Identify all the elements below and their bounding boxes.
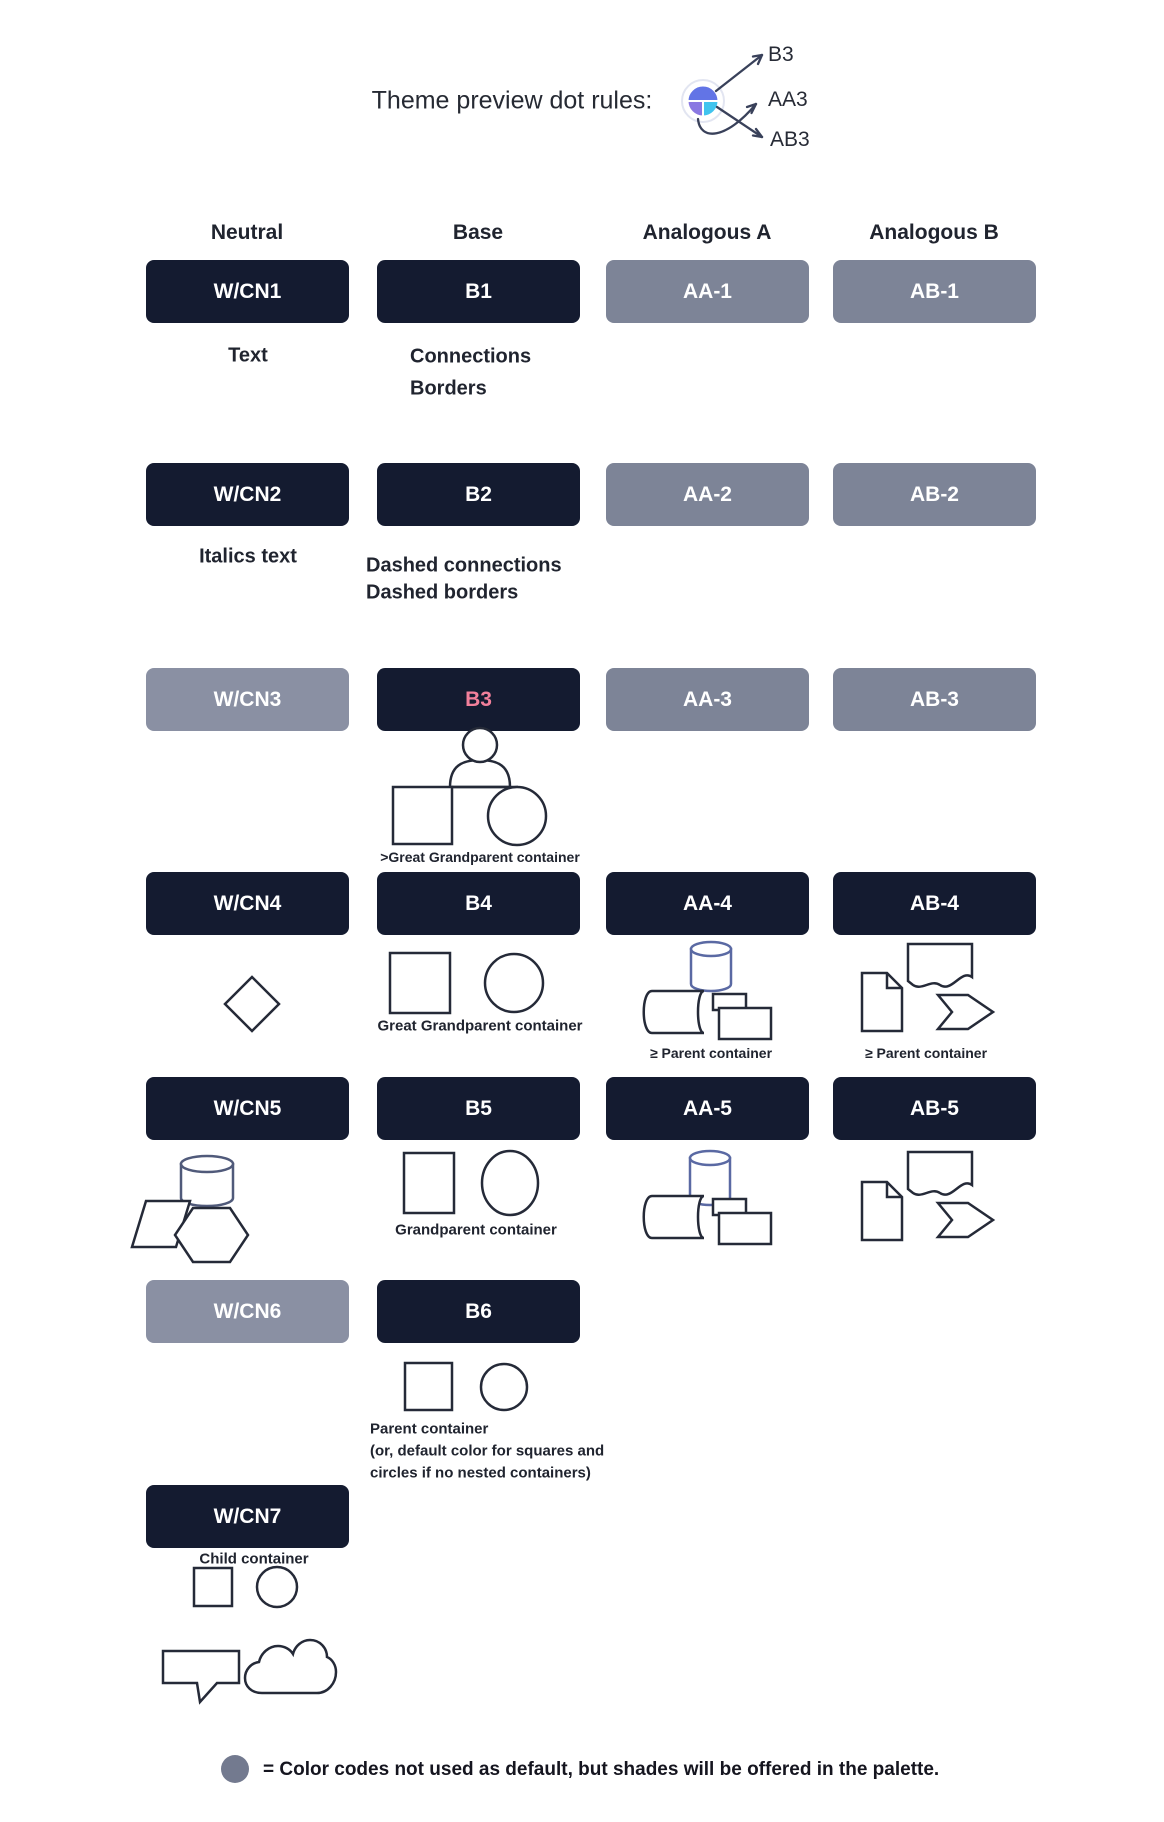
caption-great-grandparent-b4: Great Grandparent container [377,1017,583,1035]
arrow-to-ab3 [717,107,762,137]
theme-preview-dot-icon [682,80,724,122]
document-icon [862,973,902,1031]
b4-illustration [390,953,543,1013]
column-header-analogous-b: Analogous B [869,221,999,244]
caption-parent-b6-line2: (or, default color for squares and [370,1442,605,1460]
legend-dot-icon [221,1755,249,1783]
swatch-wcn6: W/CN6 [146,1280,349,1343]
dot-label-aa3: AA3 [768,88,808,111]
caption-parent-ab4: ≥ Parent container [864,1045,988,1061]
swatch-wcn7: W/CN7 [146,1485,349,1548]
annotation-borders: Borders [410,377,487,400]
swatch-wcn4: W/CN4 [146,872,349,935]
document-fold [887,1182,902,1197]
swatch-b2: B2 [377,463,580,526]
column-header-analogous-a: Analogous A [642,221,772,244]
chevron-icon [938,995,993,1029]
wcn7-illustration [163,1567,336,1702]
square-icon [194,1568,232,1606]
swatch-ab5: AB-5 [833,1077,1036,1140]
wcn5-illustration [132,1156,248,1262]
cylinder-icon [181,1156,233,1206]
b5-illustration [404,1151,538,1215]
caption-parent-b6-line1: Parent container [370,1420,489,1438]
swatch-b6: B6 [377,1280,580,1343]
cloud-icon [245,1640,336,1693]
annotation-dashed-borders: Dashed borders [366,581,519,604]
person-head-icon [463,728,497,762]
swatch-ab2: AB-2 [833,463,1036,526]
swatch-wcn2: W/CN2 [146,463,349,526]
swatch-aa1: AA-1 [606,260,809,323]
aa4-illustration [644,942,771,1039]
square-icon [405,1363,452,1410]
caption-child-container: Child container [199,1550,309,1568]
annotation-italics-text: Italics text [199,545,297,568]
document-icon [862,1182,902,1240]
square-icon [393,787,452,844]
ellipse-icon [482,1151,538,1215]
caption-grandparent-b5: Grandparent container [395,1221,557,1239]
swatch-b5: B5 [377,1077,580,1140]
swatch-wcn1: W/CN1 [146,260,349,323]
annotation-text: Text [228,344,268,367]
swatch-b4: B4 [377,872,580,935]
stored-data-icon [644,1196,704,1238]
swatch-aa3: AA-3 [606,668,809,731]
b3-illustration [393,728,546,845]
dot-label-ab3: AB3 [770,128,810,151]
cylinder-icon [691,942,731,991]
banner-icon [908,1152,972,1195]
cylinder-icon [690,1151,730,1205]
caption-parent-b6-line3: circles if no nested containers) [370,1464,591,1482]
circle-icon [485,954,543,1012]
swatch-aa5: AA-5 [606,1077,809,1140]
swatch-ab3: AB-3 [833,668,1036,731]
dot-label-b3: B3 [768,43,794,66]
chevron-icon [938,1203,993,1237]
swatch-aa4: AA-4 [606,872,809,935]
arrow-to-aa3 [698,104,756,134]
page-title: Theme preview dot rules: [371,86,653,115]
swatch-aa2: AA-2 [606,463,809,526]
swatch-wcn3: W/CN3 [146,668,349,731]
person-icon [450,760,510,787]
circle-icon [481,1364,527,1410]
caption-great-grandparent-b3: >Great Grandparent container [380,849,580,865]
ab5-illustration [862,1152,993,1240]
circle-icon [257,1567,297,1607]
hexagon-icon [175,1208,248,1262]
swatch-ab4: AB-4 [833,872,1036,935]
swatch-ab1: AB-1 [833,260,1036,323]
caption-parent-aa4: ≥ Parent container [649,1045,773,1061]
ab4-illustration [862,944,993,1031]
parallelogram-icon [132,1201,190,1247]
tabbed-card-icon [713,994,771,1039]
square-icon [390,953,450,1013]
rectangle-icon [404,1153,454,1213]
stored-data-icon [644,991,704,1033]
tabbed-card-icon [713,1199,771,1244]
annotation-connections: Connections [410,345,532,368]
column-header-base: Base [452,221,504,244]
document-fold [887,973,902,988]
b6-illustration [405,1363,527,1410]
diamond-icon [225,977,279,1031]
legend-text: = Color codes not used as default, but shades will be offered in the palette. [263,1759,940,1780]
swatch-wcn5: W/CN5 [146,1077,349,1140]
arrow-to-b3 [716,55,762,91]
speech-bubble-icon [163,1651,239,1702]
swatch-b3: B3 [377,668,580,731]
annotation-dashed-connections: Dashed connections [366,554,562,577]
column-header-neutral: Neutral [210,221,284,244]
banner-icon [908,944,972,987]
aa5-illustration [644,1151,771,1244]
swatch-b1: B1 [377,260,580,323]
circle-icon [488,787,546,845]
